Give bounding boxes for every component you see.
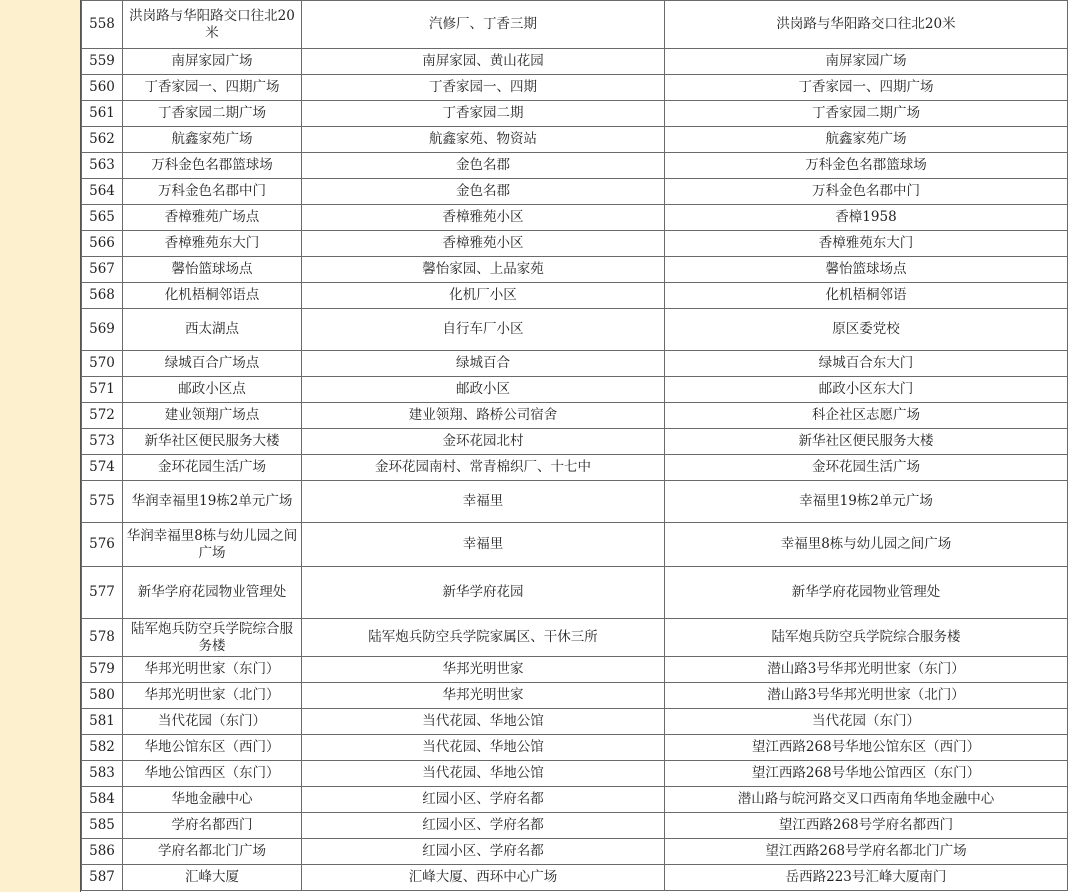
site-location: 望江西路268号学府名都北门广场 xyxy=(665,839,1068,865)
table-row xyxy=(82,231,1068,257)
service-area: 幸福里 xyxy=(302,523,665,567)
site-name: 华邦光明世家（北门） xyxy=(123,683,302,709)
site-location: 幸福里8栋与幼儿园之间广场 xyxy=(665,523,1068,567)
site-name: 新华学府花园物业管理处 xyxy=(123,567,302,619)
site-name: 香樟雅苑广场点 xyxy=(123,205,302,231)
service-area: 南屏家园、黄山花园 xyxy=(302,49,665,75)
row-number: 566 xyxy=(82,231,123,257)
row-number: 564 xyxy=(82,179,123,205)
row-number: 562 xyxy=(82,127,123,153)
site-location: 望江西路268号学府名都西门 xyxy=(665,813,1068,839)
table-row xyxy=(82,709,1068,735)
table-row xyxy=(82,735,1068,761)
service-area: 红园小区、学府名都 xyxy=(302,839,665,865)
site-location: 万科金色名郡篮球场 xyxy=(665,153,1068,179)
site-name: 万科金色名郡篮球场 xyxy=(123,153,302,179)
table-row xyxy=(82,865,1068,891)
service-area: 馨怡家园、上品家苑 xyxy=(302,257,665,283)
service-area: 丁香家园二期 xyxy=(302,101,665,127)
table-row xyxy=(82,283,1068,309)
row-number: 583 xyxy=(82,761,123,787)
service-area: 香樟雅苑小区 xyxy=(302,231,665,257)
row-number: 559 xyxy=(82,49,123,75)
site-name: 华润幸福里8栋与幼儿园之间广场 xyxy=(123,523,302,567)
table-row xyxy=(82,429,1068,455)
service-area: 金色名郡 xyxy=(302,179,665,205)
table-row xyxy=(82,567,1068,619)
row-number: 584 xyxy=(82,787,123,813)
row-number: 561 xyxy=(82,101,123,127)
service-area: 航鑫家苑、物资站 xyxy=(302,127,665,153)
site-location: 潜山路3号华邦光明世家（东门） xyxy=(665,657,1068,683)
service-area: 新华学府花园 xyxy=(302,567,665,619)
row-number: 587 xyxy=(82,865,123,891)
site-location: 香樟雅苑东大门 xyxy=(665,231,1068,257)
site-name: 华润幸福里19栋2单元广场 xyxy=(123,481,302,523)
service-area: 华邦光明世家 xyxy=(302,683,665,709)
table-row xyxy=(82,377,1068,403)
site-name: 邮政小区点 xyxy=(123,377,302,403)
site-name: 南屏家园广场 xyxy=(123,49,302,75)
row-number: 570 xyxy=(82,351,123,377)
table-row xyxy=(82,657,1068,683)
service-area: 绿城百合 xyxy=(302,351,665,377)
site-name: 新华社区便民服务大楼 xyxy=(123,429,302,455)
service-area: 金色名郡 xyxy=(302,153,665,179)
site-name: 化机梧桐邻语点 xyxy=(123,283,302,309)
table-row xyxy=(82,101,1068,127)
site-location: 科企社区志愿广场 xyxy=(665,403,1068,429)
site-location: 香樟1958 xyxy=(665,205,1068,231)
table-row xyxy=(82,127,1068,153)
site-location: 望江西路268号华地公馆东区（西门） xyxy=(665,735,1068,761)
site-location: 金环花园生活广场 xyxy=(665,455,1068,481)
site-location: 新华社区便民服务大楼 xyxy=(665,429,1068,455)
table-row xyxy=(82,481,1068,523)
site-name: 丁香家园二期广场 xyxy=(123,101,302,127)
site-name: 馨怡篮球场点 xyxy=(123,257,302,283)
site-name: 丁香家园一、四期广场 xyxy=(123,75,302,101)
row-number: 585 xyxy=(82,813,123,839)
table-row xyxy=(82,153,1068,179)
site-name: 学府名都西门 xyxy=(123,813,302,839)
row-number: 577 xyxy=(82,567,123,619)
service-area: 红园小区、学府名都 xyxy=(302,787,665,813)
row-number: 582 xyxy=(82,735,123,761)
row-number: 569 xyxy=(82,309,123,351)
site-location: 望江西路268号华地公馆西区（东门） xyxy=(665,761,1068,787)
site-name: 华邦光明世家（东门） xyxy=(123,657,302,683)
site-location: 原区委党校 xyxy=(665,309,1068,351)
table-row xyxy=(82,309,1068,351)
row-number: 581 xyxy=(82,709,123,735)
table-row xyxy=(82,257,1068,283)
service-area: 邮政小区 xyxy=(302,377,665,403)
site-location: 当代花园（东门） xyxy=(665,709,1068,735)
service-area: 金环花园北村 xyxy=(302,429,665,455)
service-area: 当代花园、华地公馆 xyxy=(302,761,665,787)
service-area: 自行车厂小区 xyxy=(302,309,665,351)
site-location: 潜山路3号华邦光明世家（北门） xyxy=(665,683,1068,709)
table-row xyxy=(82,403,1068,429)
site-location: 洪岗路与华阳路交口往北20米 xyxy=(665,1,1068,49)
site-name: 华地公馆东区（西门） xyxy=(123,735,302,761)
table-row xyxy=(82,523,1068,567)
table-row xyxy=(82,205,1068,231)
site-location: 幸福里19栋2单元广场 xyxy=(665,481,1068,523)
service-area: 当代花园、华地公馆 xyxy=(302,709,665,735)
site-name: 万科金色名郡中门 xyxy=(123,179,302,205)
site-name: 建业领翔广场点 xyxy=(123,403,302,429)
site-location: 丁香家园一、四期广场 xyxy=(665,75,1068,101)
site-location: 新华学府花园物业管理处 xyxy=(665,567,1068,619)
row-number: 568 xyxy=(82,283,123,309)
site-location: 陆军炮兵防空兵学院综合服务楼 xyxy=(665,619,1068,657)
row-number: 567 xyxy=(82,257,123,283)
service-area: 丁香家园一、四期 xyxy=(302,75,665,101)
row-number: 571 xyxy=(82,377,123,403)
row-number: 572 xyxy=(82,403,123,429)
row-number: 576 xyxy=(82,523,123,567)
site-name: 香樟雅苑东大门 xyxy=(123,231,302,257)
site-location: 丁香家园二期广场 xyxy=(665,101,1068,127)
site-name: 当代花园（东门） xyxy=(123,709,302,735)
row-number: 579 xyxy=(82,657,123,683)
table-row xyxy=(82,455,1068,481)
site-location: 南屏家园广场 xyxy=(665,49,1068,75)
service-area: 幸福里 xyxy=(302,481,665,523)
site-name: 学府名都北门广场 xyxy=(123,839,302,865)
service-area: 当代花园、华地公馆 xyxy=(302,735,665,761)
left-merged-column xyxy=(0,0,81,892)
sampling-sites-table xyxy=(81,0,1068,891)
table-row xyxy=(82,683,1068,709)
service-area: 汽修厂、丁香三期 xyxy=(302,1,665,49)
site-location: 馨怡篮球场点 xyxy=(665,257,1068,283)
row-number: 558 xyxy=(82,1,123,49)
row-number: 580 xyxy=(82,683,123,709)
row-number: 578 xyxy=(82,619,123,657)
row-number: 573 xyxy=(82,429,123,455)
site-location: 邮政小区东大门 xyxy=(665,377,1068,403)
site-name: 绿城百合广场点 xyxy=(123,351,302,377)
row-number: 575 xyxy=(82,481,123,523)
site-name: 陆军炮兵防空兵学院综合服务楼 xyxy=(123,619,302,657)
site-name: 洪岗路与华阳路交口往北20米 xyxy=(123,1,302,49)
service-area: 化机厂小区 xyxy=(302,283,665,309)
site-location: 航鑫家苑广场 xyxy=(665,127,1068,153)
table-row xyxy=(82,787,1068,813)
service-area: 金环花园南村、常青棉织厂、十七中 xyxy=(302,455,665,481)
site-location: 万科金色名郡中门 xyxy=(665,179,1068,205)
table-row xyxy=(82,1,1068,49)
table-row xyxy=(82,761,1068,787)
row-number: 574 xyxy=(82,455,123,481)
row-number: 565 xyxy=(82,205,123,231)
table-body xyxy=(82,1,1068,891)
service-area: 红园小区、学府名都 xyxy=(302,813,665,839)
service-area: 建业领翔、路桥公司宿舍 xyxy=(302,403,665,429)
row-number: 560 xyxy=(82,75,123,101)
site-location: 岳西路223号汇峰大厦南门 xyxy=(665,865,1068,891)
row-number: 563 xyxy=(82,153,123,179)
service-area: 华邦光明世家 xyxy=(302,657,665,683)
site-name: 华地金融中心 xyxy=(123,787,302,813)
service-area: 香樟雅苑小区 xyxy=(302,205,665,231)
site-name: 华地公馆西区（东门） xyxy=(123,761,302,787)
table-row xyxy=(82,75,1068,101)
row-number: 586 xyxy=(82,839,123,865)
site-name: 金环花园生活广场 xyxy=(123,455,302,481)
table-row xyxy=(82,839,1068,865)
site-location: 化机梧桐邻语 xyxy=(665,283,1068,309)
site-location: 绿城百合东大门 xyxy=(665,351,1068,377)
table-row xyxy=(82,49,1068,75)
site-name: 西太湖点 xyxy=(123,309,302,351)
table-row xyxy=(82,179,1068,205)
service-area: 陆军炮兵防空兵学院家属区、干休三所 xyxy=(302,619,665,657)
table-row xyxy=(82,619,1068,657)
service-area: 汇峰大厦、西环中心广场 xyxy=(302,865,665,891)
site-location: 潜山路与皖河路交叉口西南角华地金融中心 xyxy=(665,787,1068,813)
site-name: 汇峰大厦 xyxy=(123,865,302,891)
table-row xyxy=(82,351,1068,377)
site-name: 航鑫家苑广场 xyxy=(123,127,302,153)
table-row xyxy=(82,813,1068,839)
